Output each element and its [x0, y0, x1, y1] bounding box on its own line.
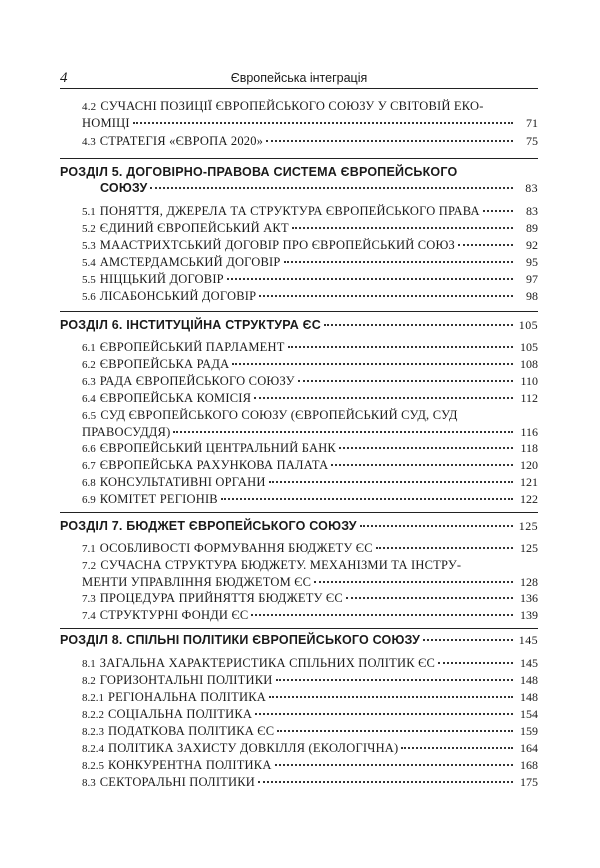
- toc-entry-title-cont: ПРАВОСУДДЯ): [82, 424, 171, 439]
- toc-entry-page: 108: [520, 357, 538, 371]
- toc-entry-5-6[interactable]: [82, 289, 538, 306]
- toc-entry-page: 136: [520, 591, 538, 605]
- toc-section-page: 145: [518, 633, 538, 647]
- toc-entry-number: 8.3: [82, 777, 96, 789]
- toc-entry-number: 7.1: [82, 543, 96, 555]
- toc-entry-7-3[interactable]: [82, 591, 538, 608]
- section-divider: [60, 628, 538, 629]
- toc-section-5[interactable]: [60, 165, 538, 196]
- toc-entry-number: 6.7: [82, 460, 96, 472]
- toc-entry-title: ОСОБЛИВОСТІ ФОРМУВАННЯ БЮДЖЕТУ ЄС: [99, 541, 373, 555]
- toc-entry-number: 8.2.4: [82, 743, 104, 755]
- dot-leader: [232, 363, 513, 365]
- toc-entry-title: СУЧАСНА СТРУКТУРА БЮДЖЕТУ. МЕХАНІЗМИ ТА ІНСТРУ-: [100, 558, 462, 572]
- dot-leader: [275, 764, 513, 766]
- dot-leader: [331, 464, 513, 466]
- dot-leader: [284, 261, 513, 263]
- toc-entry-title: НІЦЦЬКИЙ ДОГОВІР: [99, 272, 224, 286]
- dot-leader: [251, 614, 513, 616]
- toc-entry-title: РЕГІОНАЛЬНА ПОЛІТИКА: [108, 690, 266, 704]
- toc-entry-6-7[interactable]: [82, 458, 538, 475]
- dot-leader: [346, 597, 513, 599]
- toc-entry-number: 6.1: [82, 342, 96, 354]
- toc-entry-5-5[interactable]: [82, 272, 538, 289]
- toc-entry-number: 8.1: [82, 658, 96, 670]
- toc-entry-5-4[interactable]: [82, 255, 538, 272]
- toc-entry-number: 8.2.1: [82, 692, 104, 704]
- dot-leader: [276, 679, 514, 681]
- toc-entry-title: ЄВРОПЕЙСЬКА КОМІСІЯ: [99, 391, 252, 405]
- toc-entry-6-2[interactable]: [82, 357, 538, 374]
- toc-entry-number: 6.8: [82, 477, 96, 489]
- toc-entry-title: МААСТРИХТСЬКИЙ ДОГОВІР ПРО ЄВРОПЕЙСЬКИЙ СОЮЗ: [99, 238, 456, 252]
- toc-section-title: РОЗДІЛ 7. БЮДЖЕТ ЄВРОПЕЙСЬКОГО СОЮЗУ: [60, 519, 357, 533]
- toc-entry-title: СТРУКТУРНІ ФОНДИ ЄС: [99, 608, 249, 622]
- dot-leader: [483, 210, 513, 212]
- toc-entry-8-1[interactable]: [82, 656, 538, 673]
- toc-entry-number: 6.4: [82, 393, 96, 405]
- toc-entry-title: ГОРИЗОНТАЛЬНІ ПОЛІТИКИ: [99, 673, 273, 687]
- toc-entry-title: ПОЛІТИКА ЗАХИСТУ ДОВКІЛЛЯ (ЕКОЛОГІЧНА): [108, 741, 399, 755]
- toc-entry-7-2[interactable]: [82, 558, 538, 590]
- toc-section-7[interactable]: [60, 519, 538, 535]
- dot-leader: [173, 431, 513, 433]
- dot-leader: [266, 140, 513, 142]
- toc-entry-page: 154: [520, 707, 538, 721]
- toc-entry-title: ЄВРОПЕЙСЬКИЙ ПАРЛАМЕНТ: [99, 340, 285, 354]
- toc-entry-8-2-1[interactable]: [82, 690, 538, 707]
- toc-entry-page: 97: [526, 272, 538, 286]
- dot-leader: [221, 498, 513, 500]
- toc-entry-number: 6.5: [82, 410, 97, 422]
- toc-entry-number: 8.2.2: [82, 709, 104, 721]
- toc-entry-page: 121: [520, 475, 538, 489]
- dot-leader: [133, 122, 513, 124]
- dot-leader: [298, 380, 513, 382]
- toc-entry-number: 5.6: [82, 291, 96, 303]
- toc-entry-8-2-5[interactable]: [82, 758, 538, 775]
- dot-leader: [269, 696, 513, 698]
- dot-leader: [255, 713, 513, 715]
- dot-leader: [258, 781, 513, 783]
- toc-entry-page: 95: [526, 255, 538, 269]
- toc-section-title: РОЗДІЛ 6. ІНСТИТУЦІЙНА СТРУКТУРА ЄС: [60, 318, 321, 332]
- section-divider: [60, 158, 538, 159]
- toc-entry-title: ЛІСАБОНСЬКИЙ ДОГОВІР: [99, 289, 257, 303]
- toc-entry-number: 6.9: [82, 494, 96, 506]
- toc-entry-title: ЄВРОПЕЙСЬКА РАДА: [99, 357, 230, 371]
- toc-entry-7-1[interactable]: [82, 541, 538, 558]
- toc-entry-number: 4.3: [82, 136, 96, 148]
- toc-entry-page: 159: [520, 724, 538, 738]
- toc-entry-8-2-2[interactable]: [82, 707, 538, 724]
- dot-leader: [227, 278, 513, 280]
- toc-entry-title-cont: МЕНТИ УПРАВЛІННЯ БЮДЖЕТОМ ЄС: [82, 574, 312, 589]
- toc-entry-number: 5.2: [82, 223, 96, 235]
- toc-entry-6-9[interactable]: [82, 492, 538, 509]
- toc-entry-number: 6.2: [82, 359, 96, 371]
- toc-section-page: 105: [518, 318, 538, 332]
- page-number: 4: [60, 70, 68, 86]
- dot-leader: [324, 324, 513, 326]
- toc-section-page: 83: [525, 180, 538, 195]
- toc-entry-page: 71: [526, 115, 538, 130]
- toc-entry-page: 92: [526, 238, 538, 252]
- toc-entry-number: 8.2: [82, 675, 96, 687]
- toc-entry-page: 105: [520, 340, 538, 354]
- toc-entry-6-8[interactable]: [82, 475, 538, 492]
- toc-entry-title: РАДА ЄВРОПЕЙСЬКОГО СОЮЗУ: [99, 374, 295, 388]
- toc-entry-page: 122: [520, 492, 538, 506]
- toc-entry-page: 118: [520, 441, 538, 455]
- toc-entry-page: 128: [520, 574, 538, 589]
- toc-entry-number: 5.5: [82, 274, 96, 286]
- toc-entry-page: 75: [526, 134, 538, 148]
- toc-entry-title: ЄДИНИЙ ЄВРОПЕЙСЬКИЙ АКТ: [99, 221, 289, 235]
- running-header: [60, 70, 538, 89]
- dot-leader: [376, 547, 513, 549]
- dot-leader: [401, 747, 513, 749]
- toc-entry-title: ПОНЯТТЯ, ДЖЕРЕЛА ТА СТРУКТУРА ЄВРОПЕЙСЬКОГО ПРАВА: [99, 204, 480, 218]
- toc-entry-5-1[interactable]: [82, 204, 538, 221]
- toc-entry-title: КОНСУЛЬТАТИВНІ ОРГАНИ: [99, 475, 266, 489]
- toc-section-8[interactable]: [60, 633, 538, 649]
- toc-entry-number: 7.3: [82, 593, 96, 605]
- running-title: Європейська інтеграція: [230, 71, 368, 85]
- toc-entry-title: АМСТЕРДАМСЬКИЙ ДОГОВІР: [99, 255, 281, 269]
- toc-entry-page: 175: [520, 775, 538, 789]
- toc-entry-6-6[interactable]: [82, 441, 538, 458]
- toc-entry-title: СЕКТОРАЛЬНІ ПОЛІТИКИ: [99, 775, 256, 789]
- toc-entry-number: 5.3: [82, 240, 96, 252]
- toc-entry-number: 7.2: [82, 560, 97, 572]
- section-divider: [60, 311, 538, 312]
- toc-entry-6-1[interactable]: [82, 340, 538, 357]
- toc-entry-number: 6.3: [82, 376, 96, 388]
- toc-entry-page: 83: [526, 204, 538, 218]
- toc-entry-title: СУД ЄВРОПЕЙСЬКОГО СОЮЗУ (ЄВРОПЕЙСЬКИЙ СУД, СУД: [100, 408, 458, 422]
- toc-entry-number: 4.2: [82, 101, 97, 113]
- toc-section-title-cont: СОЮЗУ: [100, 180, 148, 195]
- toc-entry-5-2[interactable]: [82, 221, 538, 238]
- toc-entry-page: 168: [520, 758, 538, 772]
- section-divider: [60, 512, 538, 513]
- toc-entry-title: СУЧАСНІ ПОЗИЦІЇ ЄВРОПЕЙСЬКОГО СОЮЗУ У СВІТОВІЙ ЕКО-: [100, 99, 484, 113]
- toc-entry-6-3[interactable]: [82, 374, 538, 391]
- toc-entry-5-3[interactable]: [82, 238, 538, 255]
- toc-entry-title: ПОДАТКОВА ПОЛІТИКА ЄС: [108, 724, 275, 738]
- dot-leader: [360, 525, 513, 527]
- toc-section-title: РОЗДІЛ 8. СПІЛЬНІ ПОЛІТИКИ ЄВРОПЕЙСЬКОГО СОЮЗУ: [60, 633, 421, 647]
- dot-leader: [259, 295, 513, 297]
- dot-leader: [150, 187, 513, 189]
- toc-entry-page: 139: [520, 608, 538, 622]
- toc-entry-title-cont: НОМІЦІ: [82, 115, 130, 130]
- toc-entry-number: 5.4: [82, 257, 96, 269]
- toc-entry-8-2[interactable]: [82, 673, 538, 690]
- toc-entry-page: 125: [520, 541, 538, 555]
- toc-entry-title: СТРАТЕГІЯ «ЄВРОПА 2020»: [99, 134, 264, 148]
- toc-entry-page: 164: [520, 741, 538, 755]
- dot-leader: [423, 639, 513, 641]
- toc-entry-title: ЄВРОПЕЙСЬКИЙ ЦЕНТРАЛЬНИЙ БАНК: [99, 441, 336, 455]
- toc-entry-6-5[interactable]: [82, 408, 538, 440]
- dot-leader: [277, 730, 513, 732]
- dot-leader: [438, 662, 513, 664]
- toc-entry-4-2[interactable]: [82, 99, 538, 131]
- toc-entry-page: 98: [526, 289, 538, 303]
- toc-entry-6-4[interactable]: [82, 391, 538, 408]
- toc-entry-title: ЄВРОПЕЙСЬКА РАХУНКОВА ПАЛАТА: [99, 458, 329, 472]
- toc-entry-title: КОНКУРЕНТНА ПОЛІТИКА: [108, 758, 272, 772]
- toc-entry-title: СОЦІАЛЬНА ПОЛІТИКА: [108, 707, 253, 721]
- dot-leader: [339, 447, 513, 449]
- toc-section-6[interactable]: [60, 318, 538, 334]
- toc-entry-page: 148: [520, 673, 538, 687]
- toc-entry-page: 116: [520, 424, 538, 439]
- dot-leader: [254, 397, 513, 399]
- toc-section-title: РОЗДІЛ 5. ДОГОВІРНО-ПРАВОВА СИСТЕМА ЄВРОПЕЙСЬКОГО: [60, 165, 458, 179]
- toc-entry-page: 148: [520, 690, 538, 704]
- toc-entry-number: 5.1: [82, 206, 96, 218]
- toc-entry-page: 145: [520, 656, 538, 670]
- toc-entry-page: 120: [520, 458, 538, 472]
- toc-entry-title: ПРОЦЕДУРА ПРИЙНЯТТЯ БЮДЖЕТУ ЄС: [99, 591, 343, 605]
- toc-entry-number: 6.6: [82, 443, 96, 455]
- toc-entry-number: 8.2.5: [82, 760, 104, 772]
- toc-entry-8-3[interactable]: [82, 775, 538, 792]
- dot-leader: [292, 227, 513, 229]
- toc-entry-number: 8.2.3: [82, 726, 104, 738]
- toc-entry-page: 89: [526, 221, 538, 235]
- toc-entry-8-2-4[interactable]: [82, 741, 538, 758]
- toc-entry-page: 110: [520, 374, 538, 388]
- dot-leader: [288, 346, 513, 348]
- toc-entry-7-4[interactable]: [82, 608, 538, 625]
- toc-entry-number: 7.4: [82, 610, 96, 622]
- toc-entry-title: КОМІТЕТ РЕГІОНІВ: [99, 492, 218, 506]
- toc-entry-title: ЗАГАЛЬНА ХАРАКТЕРИСТИКА СПІЛЬНИХ ПОЛІТИК ЄС: [99, 656, 436, 670]
- dot-leader: [269, 481, 513, 483]
- toc-section-page: 125: [518, 519, 538, 533]
- dot-leader: [314, 581, 513, 583]
- toc-entry-4-3[interactable]: [82, 134, 538, 151]
- dot-leader: [458, 244, 513, 246]
- toc-entry-page: 112: [520, 391, 538, 405]
- toc-entry-8-2-3[interactable]: [82, 724, 538, 741]
